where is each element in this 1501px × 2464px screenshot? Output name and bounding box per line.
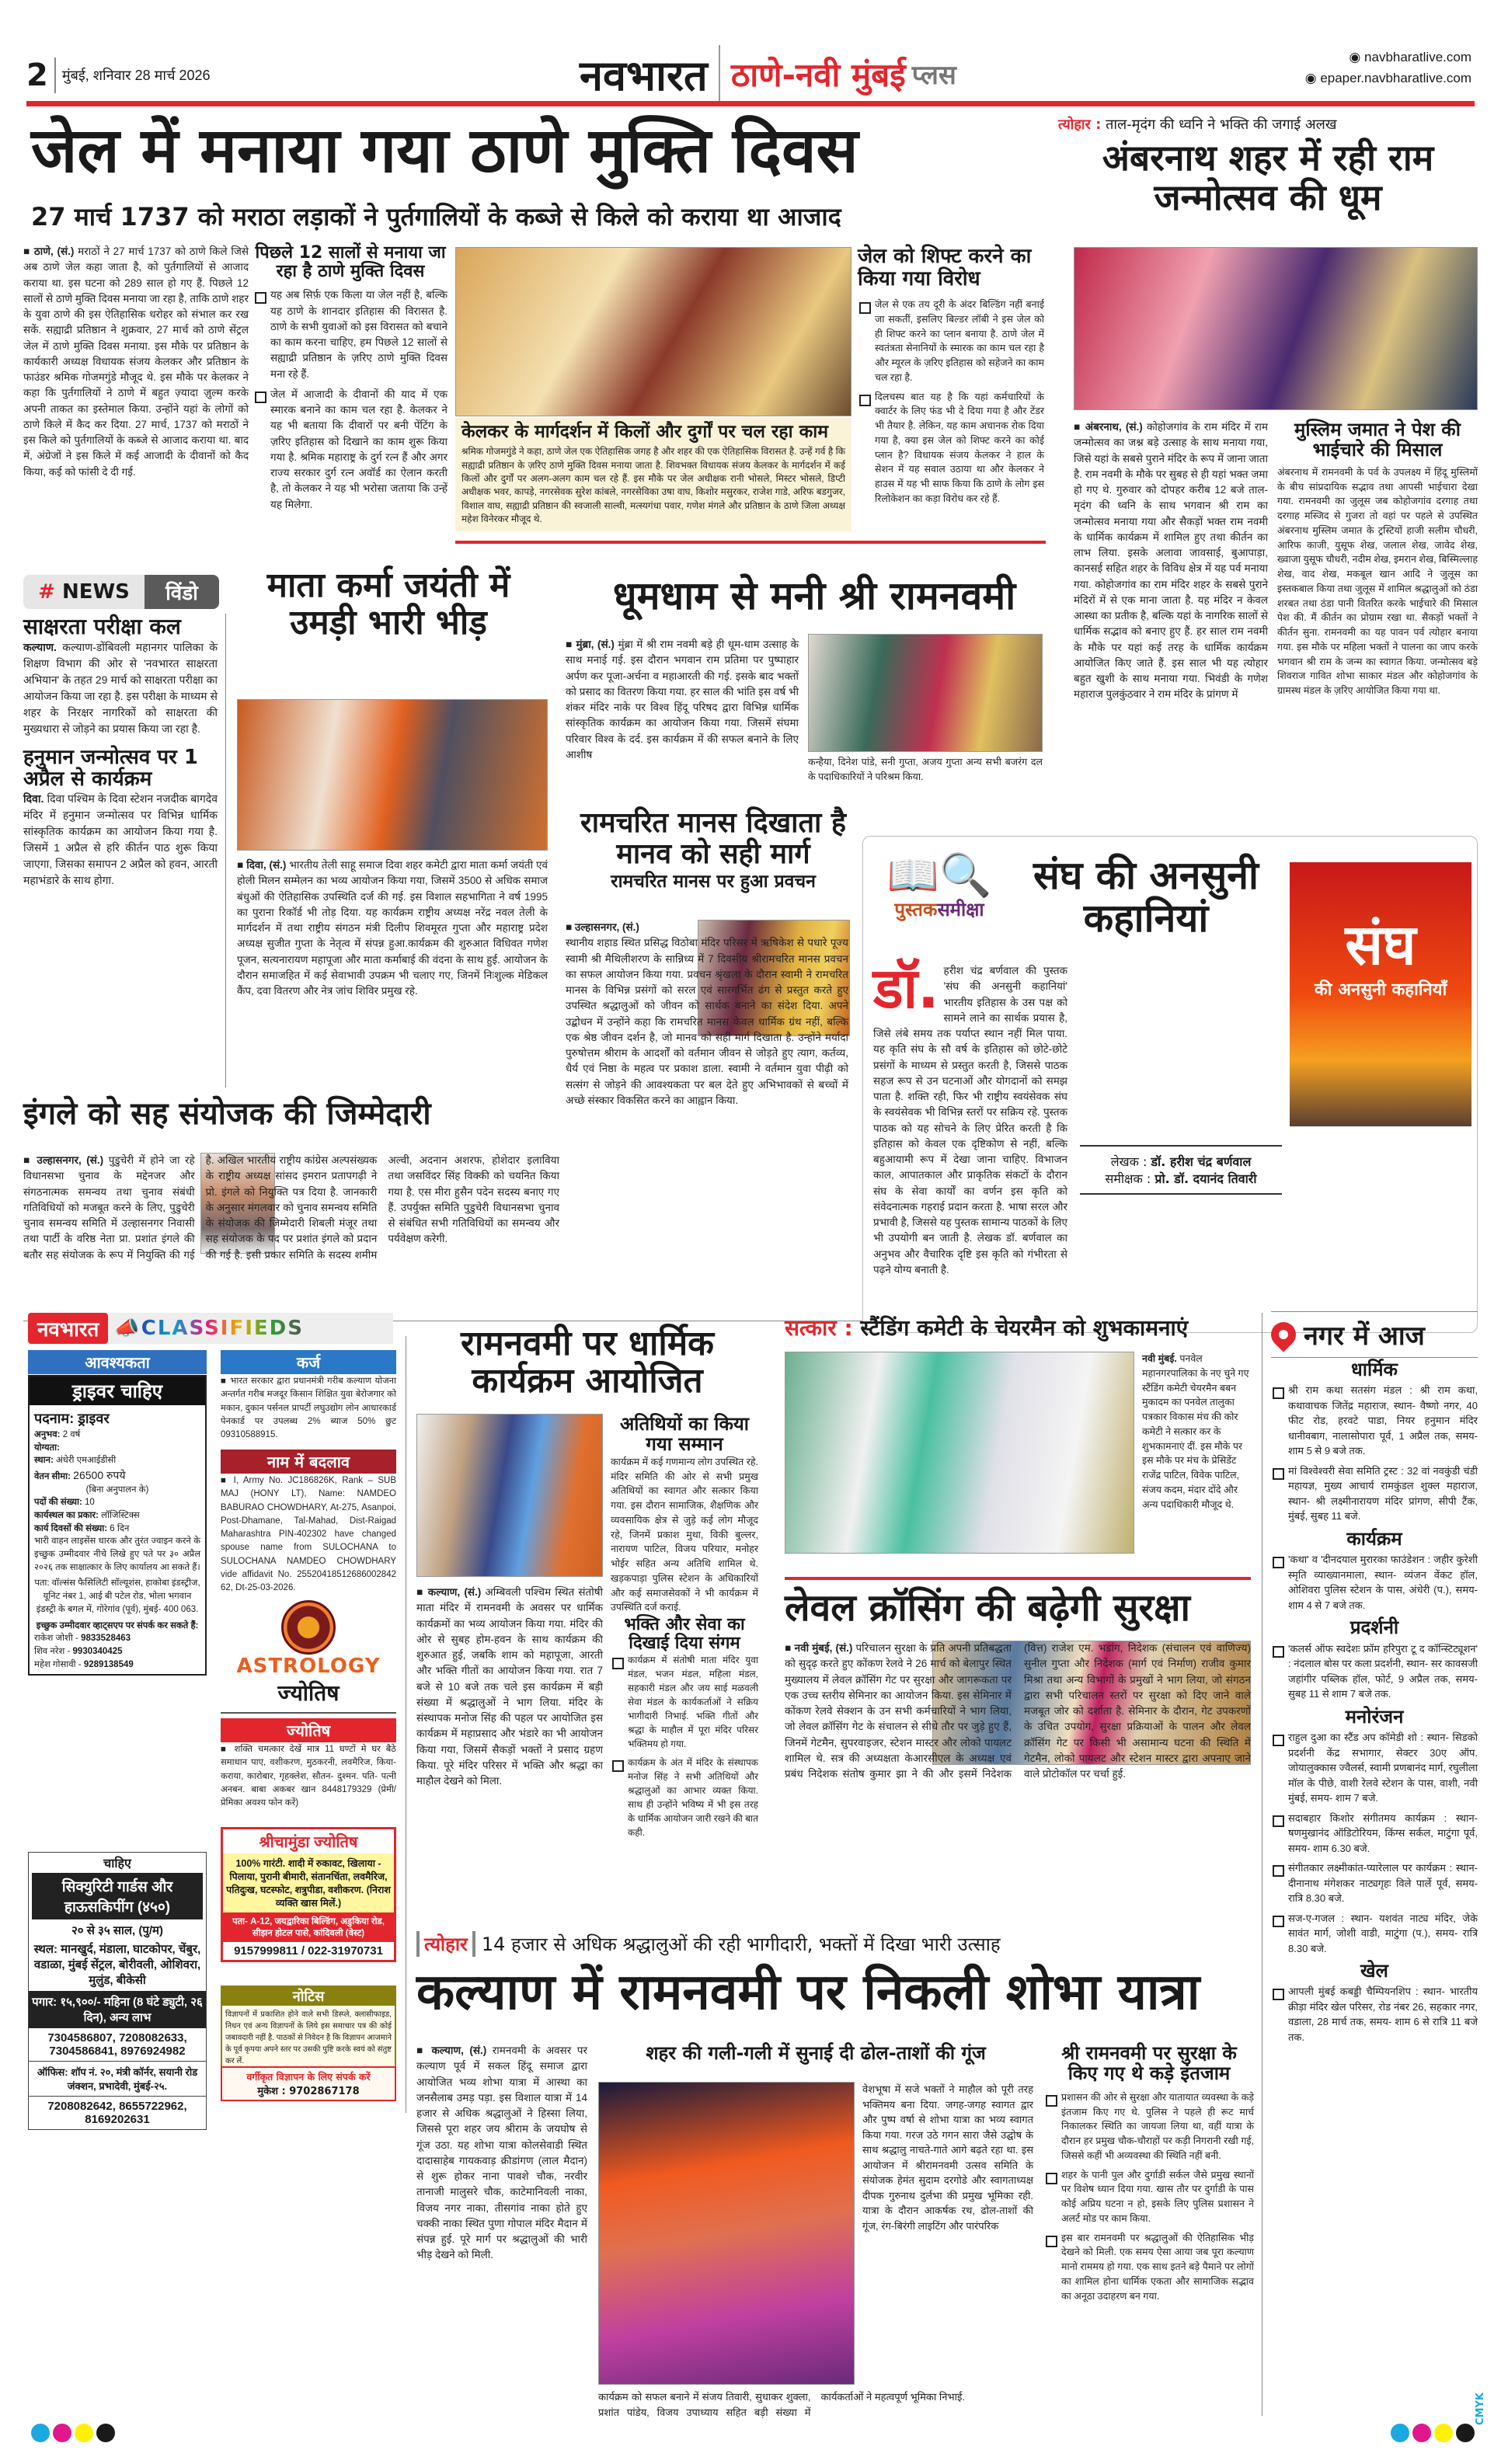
ingle-headline: इंगले को सह संयोजक की जिम्मेदारी xyxy=(23,1096,431,1132)
nagar-section-heading: मनोरंजन xyxy=(1345,1705,1404,1728)
news-item: साक्षरता परीक्षा कल कल्याण. कल्याण-डोंबिवली महानगर पालिका के शिक्षण विभाग की ओर से 'नवभारत साक्षरता अभियान' के तहत 29 मार्च को साक्षरता परीक्षा का आयोजन किया जा रहा है. इस परीक्षा के माध्यम से शहर के निरक्षर नागरिकों को साक्षरता की मुख्यधारा से जोड़ने का प्रयास किया जा रहा है. xyxy=(23,614,218,735)
column-divider xyxy=(225,614,226,1088)
nagar-section-heading: धार्मिक xyxy=(1351,1359,1398,1380)
security-ad: चाहिए सिक्युरिटी गार्डस और हाऊसकिपींग (४५०) २० से ३५ साल, (पु/म) स्थल: मानखुर्द, मंडाला, घाटकोपर, चेंबुर, वडाळा, मुंबई सेंट्रल, बोरीवली, ओशिवरा, मुलुंड, बीकेसी पगार: १५,९००/- महिना (8 घंटे ड्युटी, २६ दिन), अन्य लाभ 7304586807, 7208082633, 7304586841, 8976924982 ऑफिस: शॉप नं. २०, मंत्री कॉर्नर, सयानी रोड जंक्शन, प्रभादेवी, मुंबई-२५. 7208082642, 8655722962, 8169202631 xyxy=(28,1852,207,2130)
classifieds-banner: नवभारत 📣 CLASSIFIEDS xyxy=(28,1313,393,1344)
ambernath-kicker: ताल-मृदंग की ध्वनि ने भक्ति की जगाई अलख xyxy=(1106,117,1337,133)
level-crossing-body: ■ नवी मुंबई, (सं.) परिचालन सुरक्षा के प्रति अपनी प्रतिबद्धता को सुदृढ़ करते हुए कोंकण रेलवे ने 26 मार्च को बेलापुर स्थित मुख्यालय में लेवल क्रॉसिंग गेट पर सुरक्षा और जागरूकता पर एक उच्च स्तरीय सेमिनार का आयोजन किया. इस सेमिनार में कोंकण रेलवे सेक्शन के उन सभी कर्मचारियों ने भाग लिया, जो लेवल क्रॉसिंग गेट के संचालन से सीधे तौर पर जुड़े हुए हैं, जिनमें गेटमैन, सुपरवाइजर, स्टेशन मास्टर और लोको पायलट शामिल थे. सत्र की अध्यक्षता केआरसीएल के अध्यक्ष एवं प्रबंध निदेशक संतोष कुमार झा ने की और इसमें निदेशक (वित्त) राजेश एम. भडांग, निदेशक (संचालन एवं वाणिज्य) सुनील गुप्ता और निदेशक (मार्ग एवं निर्माण) राजीव कुमार मिश्रा तथा अन्य विभागों के प्रमुखों ने भाग लिया, जो संगठन द्वारा सभी परिचालन स्तरों पर सुरक्षा को दिए जाने वाले मजबूत जोर को दर्शाता है. सेमिनार के दौरान, गेट उपकरणों के उचित उपयोग, सुरक्षा प्रक्रियाओं के पालन और लेवल क्रॉसिंग गेट पर किसी भी असामान्य घटना की स्थिति में गेटमैन, लोको पायलट और स्टेशन मास्टर द्वारा अपनाए जाने वाले प्रोटोकॉल पर चर्चा हुई. xyxy=(785,1642,1251,1780)
nagar-section-heading: कार्यक्रम xyxy=(1346,1527,1402,1550)
cmyk-label: CMYK xyxy=(1475,2393,1486,2425)
level-crossing-headline: लेवल क्रॉसिंग की बढ़ेगी सुरक्षा xyxy=(785,1586,1190,1630)
ramcharit-subheadline: रामचरित मानस पर हुआ प्रवचन xyxy=(611,872,816,893)
web-links xyxy=(1305,47,1471,89)
classified-contact: वर्गीकृत विज्ञापन के लिए संपर्क करें मुकेश : 9702867178 xyxy=(221,2066,396,2101)
phone-number[interactable]: मुकेश : 9702867178 xyxy=(257,2086,360,2097)
chamunda-ad: श्रीचामुंडा ज्योतिष 100% गारंटी. शादी में रुकावट, खिलाया - पिलाया, पुरानी बीमारी, संतानचिंता, लवमैरिज, पतिदुःख, घटस्फोट, शत्रुपीडा, वशीकरण. (निराश व्यक्ति खास मिलें.) पता- A-12, जयद्वारिका बिल्डिंग, अडुकिया रोड, सीझन होटल पासे, कांदिवली (वेस्ट) 9157999811 / 022-31970731 xyxy=(221,1827,396,1962)
phone-number[interactable]: 9289138549 xyxy=(83,1659,134,1669)
shobha-kicker-label: त्योहार xyxy=(416,1931,475,1957)
cmyk-registration xyxy=(31,2424,118,2445)
lead-dateline: ठाणे, (सं.) xyxy=(33,245,75,257)
nagar-section-heading: प्रदर्शनी xyxy=(1350,1617,1399,1639)
book-credits: लेखक : डॉ. हरीश चंद्र बर्णवाल समीक्षक : प्रो. डॉ. दयानंद तिवारी xyxy=(1080,1145,1282,1195)
lead-photo xyxy=(455,247,851,416)
felicitation-headline: स्टैंडिंग कमेटी के चेयरमैन को शुभकामनाएं xyxy=(860,1315,1189,1341)
registration-dot xyxy=(75,2424,93,2442)
lead-photo-caption: केलकर के मार्गदर्शन में किलों और दुर्गों पर चल रहा काम श्रमिक गोजमगुंडे ने कहा, ठाणे जेल एक ऐतिहासिक जगह है और शहर की एक ऐतिहासिक विरासत है. उन्हें गर्व है कि सह्याद्री प्रतिष्ठान के ज़रिए ठाणे मुक्ति दिवस मनाया जाता है. शिवभक्त विधायक संजय केलकर के मार्गदर्शन में कई किलों और दुर्गों पर अलग-अलग काम चल रहे हैं. इस मौके पर जेल अधीक्षक रानी भोसले, मिस्टर भोसले, डिप्टी अधीक्षक भवर, कापड़े, नगरसेवक सुरेश कांबले, नगरसेविका उषा वाघ, किशोर मसुरकर, राजेश गाडे, अरिफ बडगुजर, विशाल वाघ, सह्याद्री प्रतिष्ठान की स्वजाली साल्वी, मत्स्यगंधा पवार, गणेश मंगले और प्रतिष्ठान के ठाणे जिला अध्यक्ष महेश विनेरकर मौजूद थे. xyxy=(455,418,851,531)
mumbra-headline: धूमधाम से मनी श्री रामनवमी xyxy=(612,573,1016,618)
section-rule xyxy=(455,541,1046,544)
classifieds-brand: नवभारत xyxy=(28,1313,108,1344)
edition-suffix: प्लस xyxy=(911,60,956,91)
section-rule xyxy=(785,1577,1251,1580)
lead-sidebar-title: पिछले 12 सालों से मनाया जा रहा है ठाणे मुक्ति दिवस xyxy=(255,243,446,282)
lead-sidebar-point: जेल में आजादी के दीवानों की याद में एक स्मारक बनाने का काम चल रहा है. केलकर ने यह भी बताया कि दीवारों पर बनी पेंटिंग के ज़रिए इतिहास को दिखाने का काम शुरू किया गया है. श्रमिक महाराष्ट्र के दुर्ग रत्न हैं और अगर राज्य सरकार दुर्ग रत्न अवॉर्ड का ऐलान करती है, तो केलकर ने यह भी भरोसा जताया कि उन्हें यह मिलेगा. xyxy=(253,387,448,513)
registration-dot xyxy=(31,2424,50,2442)
shobha-mid-body2: कार्यक्रम को सफल बनाने में संजय तिवारी, सुधाकर शुक्ला, प्रशांत पांडेय, विजय उपाध्याय सहित बड़ी संख्या में कार्यकर्ताओं ने महत्वपूर्ण भूमिका निभाई. xyxy=(598,2391,965,2418)
cmyk-registration xyxy=(1391,2424,1478,2445)
kalyan-temple-sub1: अतिथियों का किया गया सम्मान कार्यक्रम में कई गणमान्य लोग उपस्थित रहे. मंदिर समिति की ओर से सभी प्रमुख अतिथियों का स्वागत और सत्कार किया गया. इस दौरान सामाजिक, शैक्षणिक और व्यवसायिक क्षेत्र से जुड़े कई लोग मौजूद रहे, जिनमें प्रकाश मुथा, विकी बुल्लर, नारायण पाटिल, विजय परियार, मनोहर भोईर सहित अन्य अतिथि शामिल थे. खड़कपाड़ा पुलिस स्टेशन के अधिकारियों और कई समाजसेवकों ने भी कार्यक्रम में उपस्थिति दर्ज कराई. xyxy=(611,1413,758,1613)
nagar-event-item: सदाबहार किशोर संगीतमय कार्यक्रम : स्थान- षणमुखानंद ऑडिटोरियम, किंग्स सर्कल, माटुंगा पूर्व, समय- शाम 6.30 बजे. xyxy=(1271,1811,1478,1857)
ambernath-body: ■ अंबरनाथ, (सं.) कोहोजगांव के राम मंदिर में राम जन्मोत्सव का जश्न बड़े उत्साह के साथ मनाया गया, जिसे यहां के सबसे पुराने मंदिर के रूप में जाना जाता है. राम नवमी के मौके पर सुबह से ही यहां भक्त जमा हो गए थे. गुरुवार को दोपहर करीब 12 बजे ताल-मृदंग की ध्वनि के साथ भगवान श्री राम का जन्मोत्सव मनाया गया और सैकड़ों भक्त राम नवमी के धार्मिक कार्यक्रम में शामिल हुए तथा कीर्तन का लाभ लिया. इसके अलावा जावसाई, बुआपाड़ा, कानसई सहित शहर के विविध क्षेत्र में यह पर्व मनाया गया. कोहोजगांव का राम मंदिर शहर के सबसे पुराने मंदिरों में से एक माना जाता है. यह मंदिर न केवल आस्था का प्रतीक है, बल्कि यहां के नागरिक सालों से धार्मिक सद्भाव को बनाए हुए हैं. हर साल राम नवमी के मौके पर यहां कई तरह के धार्मिक कार्यक्रम आयोजित किए जाते हैं. इस साल भी यह त्योहार बहुत खुशी के साथ मनाया गया. भिवंडी के गणेश महाराज पुलकुंठवार ने राम मंदिर के प्रांगण में xyxy=(1074,421,1268,701)
news-item: हनुमान जन्मोत्सव पर 1 अप्रैल से कार्यक्रम दिवा. दिवा पश्चिम के दिवा स्टेशन नजदीक बागदेव मंदिर में हनुमान जन्मोत्सव पर विभिन्न धार्मिक सांस्कृतिक कार्यक्रम का आयोजन किया गया है. जिसमें 1 अप्रैल से हरि कीर्तन पाठ शुरू किया जाएगा, जिसका समापन 2 अप्रैल को हवन, आरती महाभंडारे के साथ होगा. xyxy=(23,745,218,886)
ingle-body: ■ उल्हासनगर, (सं.) पुडुचेरी में होने जा रहे विधानसभा चुनाव के मद्देनजर और संगठनात्मक समन्वय तथा चुनाव संबंधी गतिविधियों को मजबूत करने के लिए, पुडुचेरी चुनाव समन्वय समिति में उल्हासनगर निवासी तथा पार्टी के वरिष्ठ नेता प्रा. प्रशांत इंगले की बतौर सह संयोजक के रूप में नियुक्ति की गई है. अखिल भारतीय राष्ट्रीय कांग्रेस अल्पसंख्यक के राष्ट्रीय अध्यक्ष सांसद इमरान प्रतापगढ़ी ने प्रो. इंगले को नियुक्ति पत्र दिया है. जानकारी के अनुसार मंगलवार को चुनाव समन्वय समिति के संयोजक की जिम्मेदारी शिबली मंजूर तथा सह संयोजक के पद पर प्रशांत इंगले को प्रदान की गई है. इसी प्रकार समिति के सदस्य शमीम अल्वी, अदनान अशरफ, होशेदार इलाविया तथा जसविंदर सिंह विक्की को चयनित किया गया है. एस मीरा हुसैन पदेन सदस्य बनाए गए हैं. उपर्युक्त समिति पुडुचेरी विधानसभा चुनाव से संबंधित सभी गतिविधियों का समन्वय और पर्यवेक्षण करेगी. xyxy=(23,1154,559,1261)
book-review-badge: 📖🔍 पुस्तकसमीक्षा xyxy=(873,854,1005,922)
notice-box: नोटिस विज्ञापनों में प्रकाशित होने वाले सभी डिस्प्ले, क्लासीफाइड, निधन एवं अन्य विज्ञापनों के लिये इस समाचार पत्र की कोई जबावदारी नहीं है. पाठकों से निवेदन है कि विज्ञापन आजमाने के पूर्व कृपया अपने स्तर पर उसकी पुष्टि करके स्वयं को संतुष्ट कर लें. xyxy=(221,1985,396,2072)
registration-dot xyxy=(96,2424,115,2442)
ambernath-kicker-label: त्योहार : xyxy=(1058,117,1102,133)
phone-number[interactable]: 9157999811 / 022-31970731 xyxy=(234,1944,383,1958)
nagar-section-heading: खेल xyxy=(1360,1960,1388,1982)
shobha-mid-body: वेशभूषा में सजे भक्तों ने माहौल को पूरी तरह भक्तिमय बना दिया. जगह-जगह स्वागत द्वार और पुष्प वर्षा से शोभा यात्रा का भव्य स्वागत किया गया. गरज उठे गगन सारा जैसे उद्घोष के साथ श्रद्धालु नाचते-गाते आगे बढ़ते रहा था. इस आयोजन में श्रीरामनवमी उत्सव समिति के संयोजक हेमंत सुदाम दरगोडे और स्वागताध्यक्ष दीपक गुरुनाथ दुर्लभा की प्रमुख भूमिका रही. यात्रा के दौरान आकर्षक रथ, ढोल-ताशों की गूंज, रंग-बिरंगी लाइटिंग और पारंपरिक xyxy=(862,2083,1033,2232)
masthead-logo xyxy=(580,45,956,103)
lead-body: ■ ठाणे, (सं.) मराठों ने 27 मार्च 1737 को ठाणे किले जिसे अब ठाणे जेल कहा जाता है, को पुर्तगालियों से आजाद कराया था. इस घटना को 289 साल हो गए हैं. पिछले 12 सालों से ठाणे मुक्ति दिवस मनाया जा रहा है, ताकि ठाणे शहर के युवा ठाणे की इस ऐतिहासिक धरोहर को संभाल कर रख सकें. सह्याद्री प्रतिष्ठान ने शुक्रवार, 27 मार्च को ठाणे सेंट्रल जेल में ठाणे मुक्ति दिवस मनाया. इस मौके पर प्रतिष्ठान के कार्यकारी अध्यक्ष विधायक संजय केलकर और प्रतिष्ठान के फाउंडर श्रमिक गोजमगुंडे मौजूद थे. इस मौके पर केलकर ने कहा कि पुर्तगालियों ने ठाणे में बहुत ज़्यादा ज़ुल्म करके अपनी ताकत का इस्तेमाल किया. उन्होंने यहां के लोगों को ठाणे किले में कैद कर दिया. 27 मार्च, 1737 को मराठों ने इस किले को पुर्तगालियों के कब्जे से आजाद कराया था. बाद में, अंग्रेजों ने इस किले में कई आजादी के दीवानों को कैद किया, कई को फांसी दे दी गई. xyxy=(23,245,249,478)
contact-row: राकेश जोशी - 9833528463 xyxy=(34,1634,131,1644)
kalyan-temple-photo xyxy=(416,1414,603,1577)
globe-icon: ◉ xyxy=(1304,71,1321,86)
phone-number[interactable]: 9930340425 xyxy=(72,1646,123,1656)
website-link[interactable]: navbharatlive.com xyxy=(1364,50,1471,64)
lead-side-point: जेल से एक तय दूरी के अंदर बिल्डिंग नहीं बनाई जा सकतीं, इसलिए बिल्डर लॉबी ने इस जेल को ही शिफ्ट करने का प्लान बनाया है. ठाणे जेल में स्वतंत्रता सेनानियों के स्मारक का काम चल रहा है और म्यूरल के ज़रिए इतिहास को सहेजने का काम चल रहा है. xyxy=(858,298,1044,385)
nagar-event-item: श्री राम कथा सतसंग मंडल : श्री राम कथा, कथावाचक जितेंद्र महाराज, स्थान- वैष्णो नगर, 40 फीट रोड, हरवटे पाडा, नियर हनुमान मंदिर धानीवबाग, नालासोपारा पूर्व, 1 अप्रैल तक, समय- शाम 5 से 9 बजे तक. xyxy=(1271,1383,1478,1459)
kalyan-temple-sub2: भक्ति और सेवा का दिखाई दिया संगम कार्यक्रम में संतोषी माता मंदिर युवा मंडल, भजन मंडल, महिला मंडल, सहकारी मंडल और जय साई मळवली सेवा मंडल के कार्यकर्ताओं ने सक्रिय भागीदारी निभाई. भक्ति गीतों और श्रद्धा के माहौल में पूरा मंदिर परिसर भक्तिमय हो गया. कार्यक्रम के अंत में मंदिर के संस्थापक मनोज सिंह ने सभी अतिथियों और श्रद्धालुओं का आभार व्यक्त किया. साथ ही उन्होंने भविष्य में भी इस तरह के धार्मिक आयोजन जारी रखने की बात कही. xyxy=(611,1616,758,1844)
registration-dot xyxy=(1412,2424,1431,2442)
book-review-headline: संघ की अनसुनी कहानियां xyxy=(1033,853,1259,941)
shobha-body: ■ कल्याण, (सं.) रामनवमी के अवसर पर कल्याण पूर्व में सकल हिंदू समाज द्वारा आयोजित भव्य शोभा यात्रा में आस्था का जनसैलाब उमड़ पड़ा. इस विशाल यात्रा में 14 हजार से अधिक श्रद्धालुओं ने हिस्सा लिया, जिससे पूरा शहर जय श्रीराम के जयघोष से गूंज उठा. यह शोभा यात्रा कोलसेवाडी स्थित दादासाहेब गायकवाड़ क्रीडांगण (लाल मैदान) से शुरू होकर नाना पावशे चौक, नरवीर तानाजी मालुसरे चौक, काटेमानिवली नाका, विजय नगर नाका, तीसगांव नाका होते हुए चक्की नाका स्थित पुणा गोपाल मंदिर मैदान में संपन्न हुई. पूरे मार्ग पर श्रद्धालुओं की भारी भीड़ देखने को मिली. xyxy=(416,2045,587,2261)
lead-subheadline: 27 मार्च 1737 को मराठा लड़ाकों ने पुर्तगालियों के कब्जे से किले को कराया था आजाद xyxy=(31,202,841,231)
mumbra-body: ■ मुंब्रा, (सं.) मुंब्रा में श्री राम नवमी बड़े ही धूम-धाम उत्साह के साथ मनाई गई. इस दौरान भगवान राम प्रतिमा पर पुष्पाहार अर्पण कर पूजा-अर्चना व महाआरती की गई. इसके बाद भक्तों को प्रसाद का वितरण किया गया. हर साल की भांति इस वर्ष भी शंकर मंदिर नाके पर विश्व हिंदू परिषद द्वारा विभिन्न धार्मिक सांस्कृतिक कार्यक्रम का आयोजन किया गया. जिसमें संघमा परिवार विश्व के दर्द. इस कार्यक्रम में की सफल बनाने के लिए आशीष xyxy=(566,639,799,760)
shobha-side: श्री रामनवमी पर सुरक्षा के किए गए थे कड़े इंतजाम प्रशासन की ओर से सुरक्षा और यातायात व्यवस्था के कड़े इंतजाम किए गए थे. पुलिस ने पहले ही रूट मार्च निकालकर स्थिति का जायजा लिया था, वहीं यात्रा के दौरान हर प्रमुख चौक-चौराहों पर कड़ी निगरानी रखी गई, जिससे कहीं भी अव्यवस्था की स्थिति नहीं बनी. शहर के पानी पुल और दुर्गाडी सर्कल जैसे प्रमुख स्थानों पर विशेष ध्यान दिया गया. खास तौर पर दुर्गाडी के पास कोई अप्रिय घटना न हो, इसके लिए पुलिस प्रशासन ने अलर्ट मोड पर काम किया. इस बार रामनवमी पर श्रद्धालुओं की ऐतिहासिक भीड़ देखने को मिली. एक समय ऐसा आया जब पूरा कल्याण मानो राममय हो गया. एक साथ इतने बड़े पैमाने पर लोगों का शामिल होना धार्मिक एकता और सामाजिक सद्भाव का अनूठा उदाहरण बन गया. xyxy=(1044,2043,1254,2308)
dateline: मुंबई, शनिवार 28 मार्च 2026 xyxy=(61,68,211,83)
phone-number[interactable]: 9833528463 xyxy=(81,1634,131,1644)
ambernath-side: मुस्लिम जमात ने पेश की भाईचारे की मिसाल अंबरनाथ में रामनवमी के पर्व के उपलक्ष्य में हिंदू मुस्लिमों के बीच सांप्रदायिक सद्भाव तथा आपसी भाईचारा देखा गया. रामनवमी का जुलूस जब कोहोजगांव दरगाह तथा दरगाह मस्जिद से गुजरा तो वहां पर पहले से उपस्थित अंबरनाथ मुस्लिम जमात के ट्रस्टियों हाजी सलीम चौधरी, आरिफ काजी, युसूफ शेख, जलाल शेख, जावेद शेख, ख्वाजा युसूफ चौधरी, नदीम शेख, इमरान शेख, बिस्मिल्लाह शेख, वाद शेख, मकबूल खान आदि ने जुलूस का इस्तकबाल किया तथा जुलूस में शामिल श्रद्धालुओं को ठंडा शरबत तथा ठंडा पानी वितरित करके भाईचारे की मिसाल पेश की. मैं कीर्तन का प्रोग्राम रखा था. सैकड़ों भक्तों ने कीर्तन सुना. रामनवमी का यह पावन पर्व त्योहार बनाया गया. इस मौके पर महिला भक्तों ने पालना का जाप करके भगवान श्री राम के जन्म का स्वागत किया. जन्मोत्सव बड़े शिवराज गावित शोभा साकार मंडल और कोहोजगांव के ग्रामस्थ मंडल के ज़रिए आयोजित किया गया था. xyxy=(1277,419,1478,697)
shobha-mid-title: शहर की गली-गली में सुनाई दी ढोल-ताशों की गूंज xyxy=(646,2042,986,2064)
nagar-event-item: सज-ए-गजल : स्थान- यशवंत नाट्य मंदिर, जेके सावंत मार्ग, जोशी वाडी, माटुंगा (प.), समय- रात्रि 8.30 बजे. xyxy=(1271,1911,1478,1957)
hash-icon: # xyxy=(38,580,55,604)
mumbra-photo xyxy=(808,634,1043,752)
book-author: डॉ. हरीश चंद्र बर्णवाल xyxy=(1151,1154,1252,1169)
name-change-ad: ■ I, Army No. JC186826K, Rank – SUB MAJ (HONY LT), Name: NAMDEO BABURAO CHOWDHARY, At-275, Asanpoi, Post-Dhamane, Tal-Mahad, Dist-Raigad Maharashtra PIN-402302 have changed spouse name from SULOCHANA to SULOCHANA NAMDEO CHOWDHARY vide affidavit No. 25520418512686002842 62, Dt-25-03-2026. xyxy=(221,1476,396,1592)
lead-sidebar-point: यह अब सिर्फ़ एक किला या जेल नहीं है, बल्कि यह ठाणे के शानदार इतिहास की विरासत है. ठाणे के सभी युवाओं को इस विरासत को बचाने का काम करना चाहिए, हम पिछले 12 सालों से सह्याद्री प्रतिष्ठान के ज़रिए ठाणे मुक्ति दिवस मना रहे हैं. xyxy=(253,287,448,382)
ambernath-story xyxy=(1058,115,1478,217)
contact-row: महेश गोसावी - 9289138549 xyxy=(34,1659,134,1669)
registration-dot xyxy=(1456,2424,1475,2442)
megaphone-icon: 📣 xyxy=(114,1317,141,1340)
kalyan-temple-headline: रामनवमी पर धार्मिक कार्यक्रम आयोजित xyxy=(461,1324,714,1401)
page-folio xyxy=(26,57,211,93)
lead-side-point: दिलचस्प बात यह है कि यहां कर्मचारियों के क्वार्टर के लिए फंड भी दे दिया गया है और टेंडर भी तैयार है. लेकिन, यह काम अचानक रोक दिया गया है, क्या इस जेल को शिफ्ट करने का कोई प्लान है? विधायक संजय केलकर ने हाल के सेशन में यह सवाल उठाया था और केलकर ने हाउस में यह भी साफ किया कि ठाणे के लोग इस रिलोकेशन का कड़ा विरोध कर रहे हैं. xyxy=(858,390,1044,506)
ambernath-headline: अंबरनाथ शहर में रही राम जन्मोत्सव की धूम xyxy=(1102,137,1434,218)
nagar-event-item: आपली मुंबई कबड्डी चैम्पियनशिप : स्थान- भारतीय क्रीड़ा मंदिर खेल परिसर, रोड नंबर 26, सहकार नगर, वडाला, 28 मार्च तक, समय- शाम 6 से रात्रि 11 बजे तक. xyxy=(1271,1984,1478,2045)
section-loan: कर्ज xyxy=(221,1350,396,1374)
book-cover: संघ की अनसुनी कहानियाँ xyxy=(1290,862,1471,1126)
nagar-title: नगर में आज xyxy=(1304,1321,1425,1352)
shobha-kicker-row xyxy=(416,1931,1255,1957)
driver-ad: ड्राइवर चाहिए पदनाम: ड्राइवर अनुभव: 2 वर्ष योग्यता: स्थान: अंधेरी एमआईडीसी वेतन सीमा: 26500 रुपये (बिना अनुपालन के) पदों की संख्या: 10 कार्यस्थल का प्रकार: लॉजिस्टिक्स कार्य दिवसों की संख्या: 6 दिन भारी वाहन लाइसेंस धारक और तुरंत ज्वाइन करने के इच्छुक उम्मीदवार नीचे लिखे हुए पते पर ३० अप्रैल २०२६ तक साक्षात्कार के लिए कार्यालय आ सकते हैं। पता: वॉल्संस फैसिलिटी सॉल्यूशंस, हाकोबा इंडस्ट्रीज, यूनिट नंबर 1, आई बी पटेल रोड, भोला भगवान इंडस्ट्री के बगल में, गोरेगांव (पूर्व), मुंबई- 400 063. इच्छुक उम्मीदवार व्हाट्सएप पर संपर्क कर सकते हैं: राकेश जोशी - 9833528463 शिव नरेश - 9930340425 महेश गोसावी - 9289138549 xyxy=(28,1375,207,1676)
loan-ad: ■ भारत सरकार द्वारा प्रधानमंत्री गरीब कल्याण योजना अन्तर्गत गरीब मजदूर किसान शिक्षित युवा बेरोजगार को मकान, दुकान पर्सनल प्रापर्टी लघुउद्योग लोन आधारकार्ड पेनकार्ड पर उपलब्ध 2% ब्याज 50% छुट 09310588915. xyxy=(221,1376,396,1439)
news-window-tag: # NEWS विंडो xyxy=(23,575,219,609)
section-name-change: नाम में बदलाव xyxy=(221,1450,396,1474)
book-review-body-col1: डॉ. हरीश चंद्र बर्णवाल की पुस्तक 'संघ की अनसुनी कहानियां' भारतीय इतिहास के उस पक्ष को सामने लाने का सार्थक प्रयास है, जिसे लंबे समय तक पर्याप्त स्थान नहीं मिल पाया. यह कृति संघ के सौ वर्ष के इतिहास को छोटे-छोटे प्रसंगों के माध्यम से प्रस्तुत करती है, जिससे पाठक सहज रूप से उन घटनाओं और योगदानों को समझ पाता है. शक्ति रही, फिर भी राष्ट्रीय स्वयंसेवक संघ के स्वयंसेवक भी विभिन्न स्तरों पर सक्रिय रहे. पुस्तक पाठक को यह सोचने के लिए प्रेरित करती है कि इतिहास को केवल एक दृष्टिकोण से नहीं, बल्कि बहुआयामी रूप में देखा जाना चाहिए. विभाजन काल, आपातकाल और प्राकृतिक संकटों के दौरान संघ के सेवा कार्यों का वर्णन इस कृति को संवेदनात्मक गहराई प्रदान करता है. भाषा सरल और प्रभावी है, जिससे यह पुस्तक सामान्य पाठकों के लिए भी उपयोगी बन जाती है. लेखक डॉ. बर्णवाल का अनुभव और वैचारिक दृष्टि इस कृति को गंभीरता से पढ़ने योग्य बनाती है. xyxy=(873,955,1067,1276)
ambernath-side-title: मुस्लिम जमात ने पेश की भाईचारे की मिसाल xyxy=(1294,419,1461,461)
nagar-list xyxy=(1271,1356,1478,2049)
lead-sidebar xyxy=(253,244,448,517)
news-window-list xyxy=(23,615,218,889)
lead-headline: जेल में मनाया गया ठाणे मुक्ति दिवस xyxy=(31,114,858,186)
kalyan-temple-body: ■ कल्याण, (सं.) अम्बिवली पश्चिम स्थित संतोषी माता मंदिर में रामनवमी के अवसर पर धार्मिक कार्यक्रमों का भव्य आयोजन किया गया. मंदिर की ओर से सुबह होम-हवन के साथ कार्यक्रम की शुरुआत हुई, जबकि शाम को महापूजा, आरती और भक्ति गीतों का आयोजन किया गया. रात 7 बजे से 10 बजे तक चले इस कार्यक्रम में बड़ी संख्या में श्रद्धालुओं ने भाग लिया. मंदिर के संस्थापक मनोज सिंह की पहल पर आयोजित इस कार्यक्रम में महाप्रसाद और भंडारे का भी आयोजन किया गया, जिसमें सैकड़ों भक्तों ने प्रसाद ग्रहण किया. पूरे मंदिर परिसर में भक्ति और श्रद्धा का माहौल देखने को मिला. xyxy=(416,1586,603,1787)
lead-side xyxy=(858,245,1044,511)
book-magnifier-icon: 📖🔍 xyxy=(886,851,992,900)
mata-karma-photo xyxy=(237,699,548,851)
shobha-kicker: 14 हजार से अधिक श्रद्धालुओं की रही भागीदारी, भक्तों में दिखा भारी उत्साह xyxy=(481,1933,1001,1955)
astrology-emblem-icon xyxy=(281,1600,336,1655)
lead-caption-title: केलकर के मार्गदर्शन में किलों और दुर्गों पर चल रहा काम xyxy=(461,422,828,442)
astrology-banner: ASTROLOGY ज्योतिष xyxy=(221,1600,396,1714)
section-requirement: आवश्यकता xyxy=(28,1350,207,1374)
registration-dot xyxy=(1391,2424,1409,2442)
nagar-event-item: मां विश्वेश्वरी सेवा समिति ट्रस्ट : 32 वां नवकुंडी चंडी महायज्ञ, मुख्य आचार्य रामकुंडल शुक्ल महाराज, स्थान- श्री लक्ष्मीनारायण मंदिर प्रांगण, सीपी टैंक, मुंबई, सुबह 11 बजे. xyxy=(1271,1463,1478,1524)
felicitation-body: नवी मुंबई. पनवेल महानगरपालिका के नए चुने गए स्टैंडिंग कमेटी चेयरमैन बबन मुकादम का पनवेल तालुका पत्रकार विकास मंच की कोर कमेटी ने सत्कार कर के शुभकामनाएं दीं. इस मौके पर इस मौके पर मंच के प्रेसिडेंट राजेंद्र पाटिल, विवेक पाटिल, संजय कदम, मंदार दोंदे और अन्य पदाधिकारी मौजूद थे. xyxy=(1142,1353,1249,1510)
ramcharit-headline: रामचरित मानस दिखाता है मानव को सही मार्ग xyxy=(580,807,846,870)
nagar-header xyxy=(1271,1311,1478,1358)
epaper-link[interactable]: epaper.navbharatlive.com xyxy=(1320,71,1471,86)
felicitation-photo xyxy=(785,1352,1134,1554)
globe-icon: ◉ xyxy=(1349,50,1365,64)
edition-name: ठाणे-नवी मुंबई xyxy=(730,55,906,94)
page-number: 2 xyxy=(26,57,56,93)
nagar-event-item: 'कथा' व 'दीनदयाल मुरारका फाउंडेशन : जहीर कुरेशी स्मृति व्याख्यानमाला, स्थान- व्यंजन वेंकट हॉल, ओशिवरा पुलिस स्टेशन के पास, अंधेरी (प.), समय- शाम 4 से 7 बजे तक. xyxy=(1271,1552,1478,1613)
shobha-headline: कल्याण में रामनवमी पर निकली शोभा यात्रा xyxy=(416,1964,1200,2021)
brand-name: नवभारत xyxy=(580,45,720,103)
nagar-event-item: संगीतकार लक्ष्मीकांत-प्यारेलाल पर कार्यक्रम : स्थान- दीनानाथ मंगेशकर नाट्यगृहः विले पार्ले पूर्व, समय- रात्रि 8.30 बजे. xyxy=(1271,1860,1478,1906)
ramcharit-story xyxy=(566,808,861,892)
registration-dot xyxy=(1434,2424,1453,2442)
astrology-ad: ■ शक्ति चमत्कार देखें मात्र 11 घण्टों मे घर बैठे समाधान पाए, वशीकरण, मुठकरनी, लवमैरिज, किया- कराया, कारोबार, गृहक्लेश, सौतन- दुश्मन. पति- पत्नी अनबन. बाबा अकबर खान 8448179329 (प्रेमी/ प्रेमिका अवश्य फोन करें) xyxy=(221,1745,396,1808)
section-astrology: ज्योतिष xyxy=(221,1718,396,1742)
mata-karma-headline: माता कर्मा जयंती में उमड़ी भारी भीड़ xyxy=(266,566,510,643)
shobha-photo xyxy=(598,2082,855,2385)
map-pin-icon xyxy=(1266,1317,1301,1352)
dropcap: डॉ. xyxy=(873,955,939,1021)
ambernath-photo xyxy=(1074,247,1478,410)
ramcharit-body: ■ उल्हासनगर, (सं.) स्थानीय शहाड स्थित प्रसिद्ध विठोबा मंदिर परिसर में ऋषिकेश से पधारे पूज्य स्वामी श्री मैथिलीशरण के सान्निध्य में 7 दिवसीय श्रीरामचरित मानस प्रवचन का सफल आयोजन किया गया. प्रवचन श्रृंखला के दौरान स्वामी ने रामचरित मानस के विभिन्न प्रसंगों को सरल एवं सारगर्भित ढंग से प्रस्तुत करते हुए उपस्थित श्रद्धालुओं को जीवन को सार्थक बनाने का संदेश दिया. अपने उद्बोधन में उन्होंने कहा कि रामचरित मानस केवल धार्मिक ग्रंथ नहीं, बल्कि एक श्रेष्ठ जीवन दर्शन है, जो मानव को सही मार्ग दिखाता है. उन्होंने मर्यादा पुरुषोत्तम श्रीराम के आदर्शों को वर्तमान जीवन से जोड़ते हुए त्याग, कर्तव्य, धैर्य एवं निष्ठा के महत्व पर प्रकाश डाला. स्वामी ने वर्तमान युवा पीढ़ी को सत्संग से जोड़ने की आवश्यकता पर बल देते हुए अभिभावकों से बच्चों में अच्छे संस्कार विकसित करने का आह्वान किया. xyxy=(566,921,848,1106)
book-reviewer: प्रो. डॉ. दयानंद तिवारी xyxy=(1154,1171,1257,1186)
felicitation-headline-row xyxy=(785,1313,1251,1342)
nagar-event-item: 'कलर्स ऑफ स्वदेशः फ्रॉम हरिपुरा टू द कॉन्स्टिट्यूशन' : नंदलाल बोस पर कला प्रदर्शनी, स्थान- सर कावसजी जहांगीर पब्लिक हॉल, फोर्ट, 9 अप्रैल तक, समय- सुबह 11 से शाम 7 बजे तक. xyxy=(1271,1641,1478,1702)
masthead-rule xyxy=(26,101,1475,106)
mumbra-caption: कन्हैया, दिनेश पांडे, सनी गुप्ता, अजय गुप्ता अन्य सभी बजरंग दल के पदाधिकारियों ने परिश्रम किया. xyxy=(808,757,1043,782)
registration-dot xyxy=(53,2424,71,2442)
mata-karma-body: ■ दिवा, (सं.) भारतीय तेली साहू समाज दिवा शहर कमेटी द्वारा माता कर्मा जयंती एवं होली मिलन सम्मेलन का भव्य आयोजन किया गया, जिसमें 3500 से अधिक समाज बंधुओं की ऐतिहासिक उपस्थिति दर्ज की गई. इस विशाल सहभागिता ने वर्ष 1995 का पुराना रिकॉर्ड भी तोड़ दिया. यह कार्यक्रम राष्ट्रीय अध्यक्ष नरेंद्र नवल तेली के मार्गदर्शन में तथा राष्ट्रीय संगठन मंत्री दिलीप शिवमूरत गुप्ता और महाराष्ट्र प्रदेश अध्यक्ष सुजीत गुप्ता के नेतृत्व में संपन्न हुआ.कार्यक्रम की शुरुआत विधिवत गणेश पूजन, सत्यनारायण महापूजा और माता कर्माबाई की वंदना के साथ हुई. आयोजन के दौरान समाजहित में कई सेवाभावी उपक्रम भी चलाए गए, जिनमें निःशुल्क मेडिकल कैंप, दवा वितरण और नेत्र जांच शिविर प्रमुख रहे. xyxy=(237,859,549,997)
nagar-event-item: राहुल दुआ का स्टैंड अप कॉमेडी शो : स्थान- सिडको प्रदर्शनी केंद्र सभागार, सेक्टर 30ए ऑप. जोयालुक्कास ज्वैलर्स, स्वामी प्रणबानंद मार्ग, रघुलीला मॉल के पीछे, वाशी रेलवे स्टेशन के पास, वाशी, नवी मुंबई, समय- शाम 7 बजे. xyxy=(1271,1730,1478,1806)
contact-row: शिव नरेश - 9930340425 xyxy=(34,1646,123,1656)
lead-side-title: जेल को शिफ्ट करने का किया गया विरोध xyxy=(858,245,1032,291)
felicitation-kicker: सत्कार : xyxy=(785,1315,853,1341)
